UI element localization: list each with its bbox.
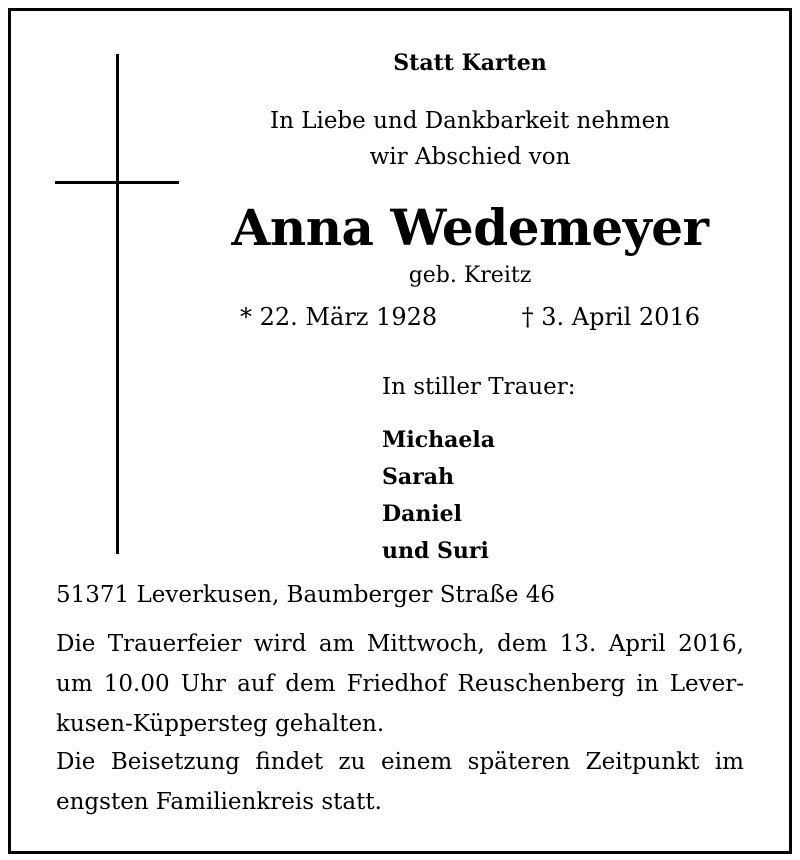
burial-line-2: engsten Familienkreis statt. <box>56 789 382 815</box>
funeral-info <box>56 624 744 744</box>
deceased-name: Anna Wedemeyer <box>231 198 709 257</box>
mourning-label: In stiller Trauer: <box>382 374 576 400</box>
cross-horizontal-bar <box>55 181 179 184</box>
mourner-name: und Suri <box>382 538 489 564</box>
funeral-line-2: um 10.00 Uhr auf dem Friedhof Reuschenberg in Lever- <box>56 671 744 697</box>
birth-name: geb. Kreitz <box>408 263 532 288</box>
funeral-line-3: kusen-Küppersteg gehalten. <box>56 711 385 737</box>
mourner-name: Michaela <box>382 427 495 453</box>
mourner-name: Sarah <box>382 464 454 490</box>
mourner-name: Daniel <box>382 501 463 527</box>
burial-line-1: Die Beisetzung findet zu einem späteren Zeitpunkt im <box>56 749 744 775</box>
funeral-line-1: Die Trauerfeier wird am Mittwoch, dem 13. April 2016, <box>56 631 744 657</box>
intro-text <box>200 103 740 175</box>
burial-info <box>56 742 744 822</box>
mourners-list <box>382 422 495 570</box>
address: 51371 Leverkusen, Baumberger Straße 46 <box>56 582 556 608</box>
header-statt-karten: Statt Karten <box>393 50 547 76</box>
death-date: † 3. April 2016 <box>521 303 700 331</box>
intro-line-1: In Liebe und Dankbarkeit nehmen <box>269 108 671 134</box>
birth-date: * 22. März 1928 <box>240 303 438 331</box>
intro-line-2: wir Abschied von <box>369 144 571 170</box>
cross-vertical-bar <box>116 54 119 554</box>
